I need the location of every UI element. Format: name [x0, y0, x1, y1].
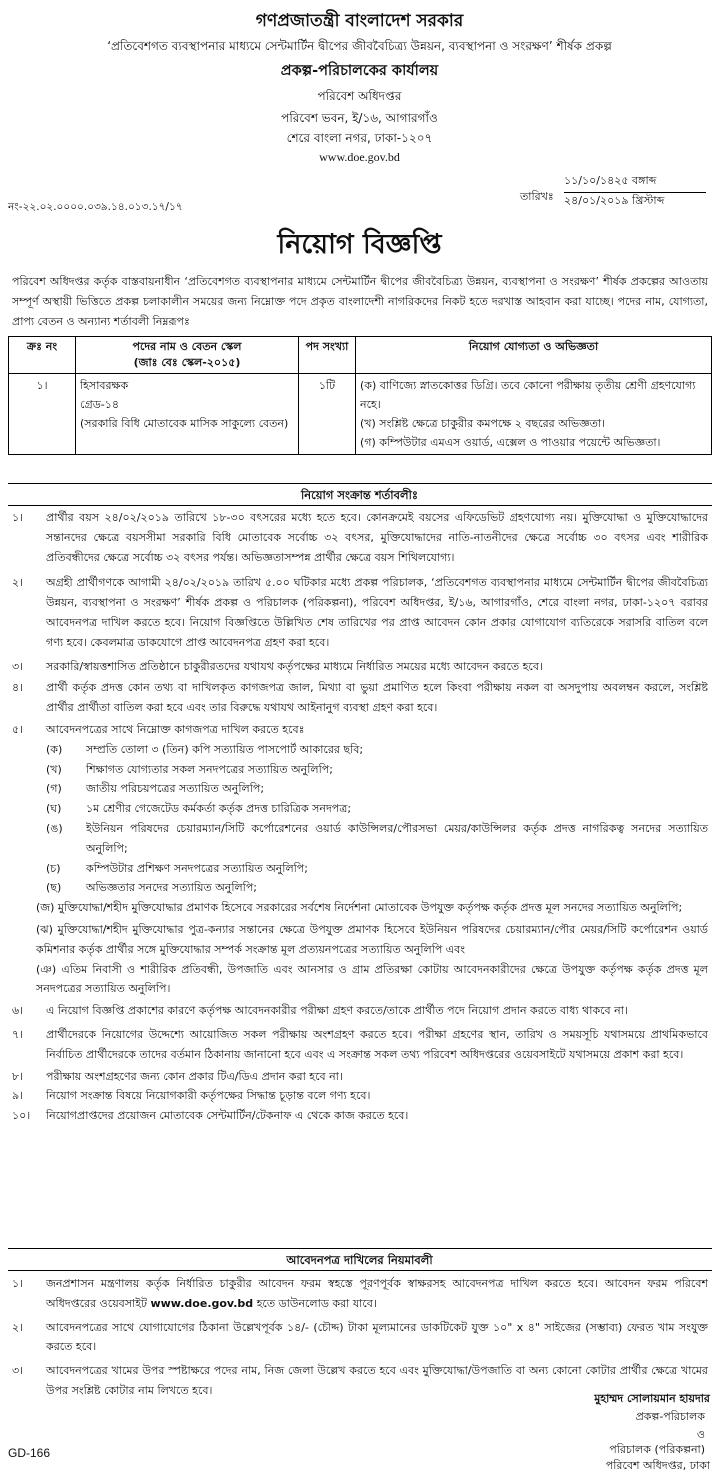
item-text: আবেদনপত্রের সাথে যোগাযোগের ঠিকানা উল্লেখপূর্বক ১৪/- (চৌদ্দ) টাকা মূল্যমানের ডাকটিকেট যুক্ত ১০" x ৪" সাইজের (সম্ভাব্য) ফেরত খাম সংযুক্ত করতে হবে। — [46, 1320, 708, 1354]
item-body — [46, 720, 708, 898]
header-serial: ক্রঃ নং — [9, 337, 76, 374]
list-item — [8, 1086, 708, 1106]
rules-title: আবেদনপত্র দাখিলের নিয়মাবলী — [286, 1253, 433, 1267]
intro-paragraph: পরিবেশ অধিদপ্তর কর্তৃক বাস্তবায়নাধীন ‘প্রতিবেশগত ব্যবস্থাপনার মাধ্যমে সেন্টমার্টিন দ্বীপের জীববৈচিত্র্য উন্নয়ন, ব্যবস্থাপনা ও সংরক্ষণ’ শীর্ষক প্রকল্পের আওতায় সম্পূর্ণ অস্থায়ী ভিত্তিতে প্রকল্প চলাকালীন সময়ের জন্য নিম্নোক্ত পদে প্রকৃত বাংলাদেশী নাগরিকদের নিকট হতে দরখাস্ত আহবান করা যাচ্ছে। পদের নাম, যোগ্যতা, প্রাপ্য বেতন ও অন্যান্য শর্তাবলী নিম্নরূপঃ — [12, 275, 708, 328]
document-item — [46, 878, 708, 898]
item-body — [46, 1274, 708, 1314]
doc-number: (ঘ) — [46, 802, 62, 816]
item-number: ৯। — [12, 1089, 24, 1103]
item-text: আবেদনপত্রের সাথে নিম্নোক্ত কাগজপত্র দাখিল করতে হবেঃ — [46, 722, 305, 736]
document-item — [46, 799, 708, 819]
signatory-name: মুহাম্মদ সোলায়মান হায়দার — [594, 1392, 710, 1405]
list-item — [8, 657, 708, 677]
list-item — [8, 678, 708, 718]
qualification-item: (খ) সংশ্লিষ্ট ক্ষেত্রে চাকুরীর কমপক্ষে ২ বছরের অভিজ্ঞতা। — [360, 417, 605, 430]
item-number: ৮। — [12, 1069, 24, 1083]
item-number: ৬। — [12, 1004, 24, 1018]
item-number: ৩। — [12, 659, 24, 673]
list-item — [8, 573, 708, 652]
doc-number: (ক) — [46, 742, 63, 756]
item-number: ১০। — [12, 1109, 31, 1123]
item-number: ৫। — [12, 722, 24, 736]
memo-number: নং-২২.০২.০০০০.০৩৯.১৪.০১৩.১৭/১৭ — [8, 201, 183, 213]
address-line: পরিবেশ ভবন, ই/১৬, আগারগাঁও — [281, 111, 438, 125]
website-link[interactable]: www.doe.gov.bd — [150, 1296, 254, 1310]
conditions-title: নিয়োগ সংক্রান্ত শর্তাবলীঃ — [300, 488, 418, 502]
item-text: নিয়োগপ্রাপ্তদের প্রয়োজন মোতাবেক সেন্টমার্টিন/টেকনাফ এ থেকে কাজ করতে হবে। — [46, 1109, 409, 1123]
document-item — [46, 859, 708, 879]
header-post-scale: (জাঃ বেঃ স্কেল-২০১৫) — [133, 356, 241, 369]
item-text: নিয়োগ সংক্রান্ত বিষয়ে নিয়োগকারী কর্তৃপক্ষের সিদ্ধান্ত চূড়ান্ত বলে গণ্য হবে। — [46, 1089, 371, 1103]
document-item: (ঝ) মুক্তিযোদ্ধা/শহীদ মুক্তিযোদ্ধার পুত্র-কন্যার সন্তানের ক্ষেত্রে উপযুক্ত প্রমাণক হিসেবে ইউনিয়ন পরিষদের চেয়ারম্যান/পৌর মেয়র/সিটি কর্পোরেশন ওয়ার্ড কমিশনার কর্তৃক প্রার্থীর সঙ্গে মুক্তিযোদ্ধার সম্পর্ক সংক্রান্ত মূল প্রত্যয়নপত্রের সত্যায়িত অনুলিপি এবং — [36, 922, 708, 956]
doc-text: ইউনিয়ন পরিষদের চেয়ারম্যান/সিটি কর্পোরেশনের ওয়ার্ড কাউন্সিলর/পৌরসভা মেয়র/কাউন্সিলর কর্তৃক প্রদত্ত নাগরিকত্ব সনদের সত্যায়িত অনুলিপি; — [86, 821, 708, 855]
doc-number: (খ) — [46, 762, 62, 776]
list-item — [8, 1001, 708, 1021]
table-row — [9, 374, 712, 455]
website-link[interactable]: www.doe.gov.bd — [319, 150, 400, 164]
header-post — [76, 337, 299, 374]
document-item: (জ) মুক্তিযোদ্ধা/শহীদ মুক্তিযোদ্ধার প্রমাণক হিসেবে সরকারের সর্বশেষ নির্দেশনা মোতাবেক উপযুক্ত কর্তৃপক্ষ কর্তৃক প্রদত্ত মূল সনদের সত্যায়িত অনুলিপি; — [36, 901, 683, 915]
government-title: গণপ্রজাতন্ত্রী বাংলাদেশ সরকার — [255, 11, 464, 31]
city-line: শেরে বাংলা নগর, ঢাকা-১২০৭ — [286, 131, 433, 145]
doc-text: সম্প্রতি তোলা ৩ (তিন) কপি সত্যায়িত পাসপোর্ট আকারের ছবি; — [86, 742, 364, 756]
item-text: অগ্রহী প্রার্থীগণকে আগামী ২৪/০২/২০১৯ তারিখ ৫.০০ ঘটিকার মধ্যে প্রকল্প পরিচালক, ‘প্রতিবেশগত ব্যবস্থাপনার মাধ্যমে সেন্টমার্টিন দ্বীপের জীববৈচিত্র্য উন্নয়ন, ব্যবস্থাপনা ও সংরক্ষণ’ শীর্ষক প্রকল্প ও পরিচালক (পরিকল্পনা), পরিবেশ অধিদপ্তর, ই/১৬, আগারগাঁও, শেরে বাংলা নগর, ঢাকা-১২০৭ বরাবর আবেদনপত্র দাখিল করতে হবে। নিয়োগ বিজ্ঞপ্তিতে উল্লিখিত শেষ তারিখের পর প্রাপ্ত আবেদন কোন প্রকার যোগাযোগ ব্যতিরেকে সরাসরি বাতিল বলে গণ্য হবে। কেবলমাত্র ডাকযোগে প্রাপ্ত আবেদনপত্র গ্রহণ করা হবে। — [46, 576, 708, 649]
header-post-label: পদের নাম ও বেতন স্কেল — [132, 340, 242, 353]
list-item — [8, 1106, 708, 1126]
divider — [8, 483, 712, 484]
item-text: প্রার্থীদেরকে নিয়োগের উদ্দেশ্যে আয়োজিত সকল পরীক্ষায় অংশগ্রহণ করতে হবে। পরীক্ষা গ্রহণের স্থান, তারিখ ও সময়সূচি যথাসময়ে প্রাথমিকভাবে নির্বাচিত প্রার্থীদেরকে তাদের বর্তমান ঠিকানায় জানানো হবে এবং এ সংক্রান্ত সকল তথ্য পরিবেশ অধিদপ্তরের ওয়েবসাইটে যথাসময়ে প্রকাশ করা হবে। — [46, 1027, 708, 1061]
ad-code: GD-166 — [8, 1446, 51, 1460]
list-item — [8, 1025, 708, 1065]
jobs-table — [8, 336, 712, 455]
item-text: প্রার্থীর বয়স ২৪/০২/২০১৯ তারিখে ১৮-৩০ বৎসরের মধ্যে হতে হবে। কোনক্রমেই বয়সের এফিডেভিট গ্রহণযোগ্য নয়। মুক্তিযোদ্ধা ও মুক্তিযোদ্ধাদের সন্তানদের ক্ষেত্রে বয়সসীমা সরকারি বিধি মোতাবেক সর্বোচ্চ ৩২ বৎসর, মুক্তিযোদ্ধাদের নাতি-নাতনীদের ক্ষেত্রে সর্বোচ্চ ৩০ বৎসর এবং শারীরিক প্রতিবন্ধীদের ক্ষেত্রে সর্বোচ্চ ৩২ বৎসর পর্যন্ত। অভিজ্ঞতাসম্পন্ন প্রার্থীর ক্ষেত্রে বয়স শিথিলযোগ্য। — [46, 511, 708, 564]
post-salary: (সরকারি বিধি মোতাবেক মাসিক সাকুল্যে বেতন) — [80, 417, 289, 430]
item-text: পরীক্ষায় অংশগ্রহণের জন্য কোন প্রকার টিএ/ডিএ প্রদান করা হবে না। — [46, 1069, 343, 1083]
list-item — [8, 508, 708, 567]
signatory-role-2: পরিচালক (পরিকল্পনা) — [609, 1443, 705, 1456]
item-number: ৩। — [12, 1364, 24, 1378]
item-text: জনপ্রশাসন মন্ত্রণালয় কর্তৃক নির্ধারিত চাকুরীর আবেদন ফরম স্বহস্তে পূরণপূর্বক স্বাক্ষরসহ আবেদনপত্র দাখিল করতে হবে। আবেদন ফরম পরিবেশ অধিদপ্তরের ওয়েবসাইট — [46, 1277, 708, 1310]
divider — [8, 1270, 712, 1271]
document-item — [46, 760, 708, 780]
list-item — [8, 1067, 708, 1087]
doc-number: (ছ) — [46, 881, 62, 895]
doc-text: কম্পিউটার প্রশিক্ষণ সনদপত্রের সত্যায়িত অনুলিপি; — [86, 861, 308, 875]
document-item — [46, 779, 708, 799]
signatory-role: প্রকল্প-পরিচালক — [635, 1410, 705, 1423]
date-bangla: ১১/১০/১৪২৫ বঙ্গাব্দ — [564, 172, 706, 193]
department-name: পরিবেশ অধিদপ্তর — [317, 89, 402, 103]
post-name: হিসাবরক্ষক — [80, 379, 129, 392]
list-item — [8, 1318, 708, 1358]
conditions-list — [8, 508, 708, 1126]
signatory-and: ও — [696, 1428, 705, 1441]
row-post — [76, 374, 299, 455]
notice-title: নিয়োগ বিজ্ঞপ্তি — [277, 229, 442, 260]
item-text: আবেদনপত্রের খামের উপর স্পষ্টাক্ষরে পদের নাম, নিজ জেলা উল্লেখ করতে হবে এবং মুক্তিযোদ্ধা/উপজাতি বা অন্য কোনো কোটার প্রার্থীর ক্ষেত্রে খামের উপর সংশ্লিষ্ট কোটার নাম লিখতে হবে। — [46, 1364, 708, 1397]
qualification-item: (ক) বাণিজ্যে স্নাতকোত্তর ডিগ্রি। তবে কোনো পরীক্ষায় তৃতীয় শ্রেণী গ্রহণযোগ্য নহে। — [360, 379, 696, 411]
item-number: ২। — [12, 1320, 24, 1334]
project-title: ‘প্রতিবেশগত ব্যবস্থাপনার মাধ্যমে সেন্টমার্টিন দ্বীপের জীববৈচিত্র্য উন্নয়ন, ব্যবস্থাপনা ও সংরক্ষণ’ শীর্ষক প্রকল্প — [107, 39, 612, 53]
doc-text: শিক্ষাগত যোগ্যতার সকল সনদপত্রের সত্যায়িত অনুলিপি; — [86, 762, 333, 776]
office-title: প্রকল্প-পরিচালকের কার্যালয় — [280, 63, 439, 79]
item-number: ৭। — [12, 1027, 24, 1041]
document-item — [46, 819, 708, 859]
doc-number: (গ) — [46, 782, 62, 796]
item-number: ১। — [12, 511, 24, 524]
row-count: ১টি — [299, 374, 356, 455]
divider — [8, 505, 712, 506]
document-item — [46, 740, 708, 760]
document-item: (ঞ) এতিম নিবাসী ও শারীরিক প্রতিবন্ধী, উপজাতি এবং আনসার ও গ্রাম প্রতিরক্ষা কোটায় আবেদনকারীদের ক্ষেত্রে উপযুক্ত কর্তৃপক্ষ কর্তৃক প্রদত্ত মূল সনদপত্রের সত্যায়িত অনুলিপি। — [36, 962, 708, 996]
list-item — [8, 1274, 708, 1314]
item-text: হতে ডাউনলোড করা যাবে। — [256, 1296, 377, 1310]
item-number: ৪। — [12, 681, 24, 695]
item-text: এ নিয়োগ বিজ্ঞপ্তি প্রকাশের কারণে কর্তৃপক্ষ আবেদনকারীর পরীক্ষা গ্রহণ করতে/তাকে প্রার্থীত পদে নিয়োগ প্রদান করতে বাধ্য থাকবে না। — [46, 1004, 628, 1018]
doc-number: (চ) — [46, 861, 61, 875]
doc-text: ১ম শ্রেণীর গেজেটেড কর্মকর্তা কর্তৃক প্রদত্ত চারিত্রিক সনদপত্র; — [86, 802, 352, 816]
row-serial: ১। — [9, 374, 76, 455]
doc-number: (ঙ) — [46, 821, 63, 835]
doc-text: অভিজ্ঞতার সনদের সত্যায়িত অনুলিপি; — [86, 881, 258, 895]
rules-list — [8, 1274, 708, 1401]
qualification-item: (গ) কম্পিউটার এমএস ওয়ার্ড, এক্সেল ও পাওয়ার পয়েন্টে অভিজ্ঞতা। — [360, 436, 661, 449]
date-english: ২৪/০১/২০১৯ খ্রিস্টাব্দ — [564, 194, 665, 207]
item-text: সরকারি/স্বায়ত্তশাসিত প্রতিষ্ঠানে চাকুরীরতদের যথাযথ কর্তৃপক্ষের মাধ্যমে নির্ধারিত সময়ের মধ্যে আবেদন করতে হবে। — [46, 659, 543, 673]
post-grade: গ্রেড-১৪ — [80, 398, 120, 411]
row-qualification — [356, 374, 712, 455]
item-number: ২। — [12, 576, 24, 590]
header-qualification: নিয়োগ যোগ্যতা ও অভিজ্ঞতা — [356, 337, 712, 374]
doc-text: জাতীয় পরিচয়পত্রের সত্যায়িত অনুলিপি; — [86, 782, 265, 796]
signatory-office: পরিবেশ অধিদপ্তর, ঢাকা — [605, 1459, 710, 1472]
header-count: পদ সংখ্যা — [299, 337, 356, 374]
divider — [8, 1248, 712, 1249]
item-number: ১। — [12, 1277, 24, 1290]
list-item — [8, 720, 708, 898]
item-text: প্রার্থী কর্তৃক প্রদত্ত কোন তথ্য বা দাখিলকৃত কাগজপত্র জাল, মিথ্যা বা ভুয়া প্রমাণিত হলে কিংবা পরীক্ষায় নকল বা অসদুপায় অবলম্বন করলে, সংশ্লিষ্ট প্রার্থীর প্রার্থীতা বাতিল করা হবে এবং তার বিরুদ্ধে যথাযথ আইনানুগ ব্যবস্থা গ্রহণ করা হবে। — [46, 681, 708, 715]
table-header-row — [9, 337, 712, 374]
date-label: তারিখঃ — [520, 190, 554, 203]
